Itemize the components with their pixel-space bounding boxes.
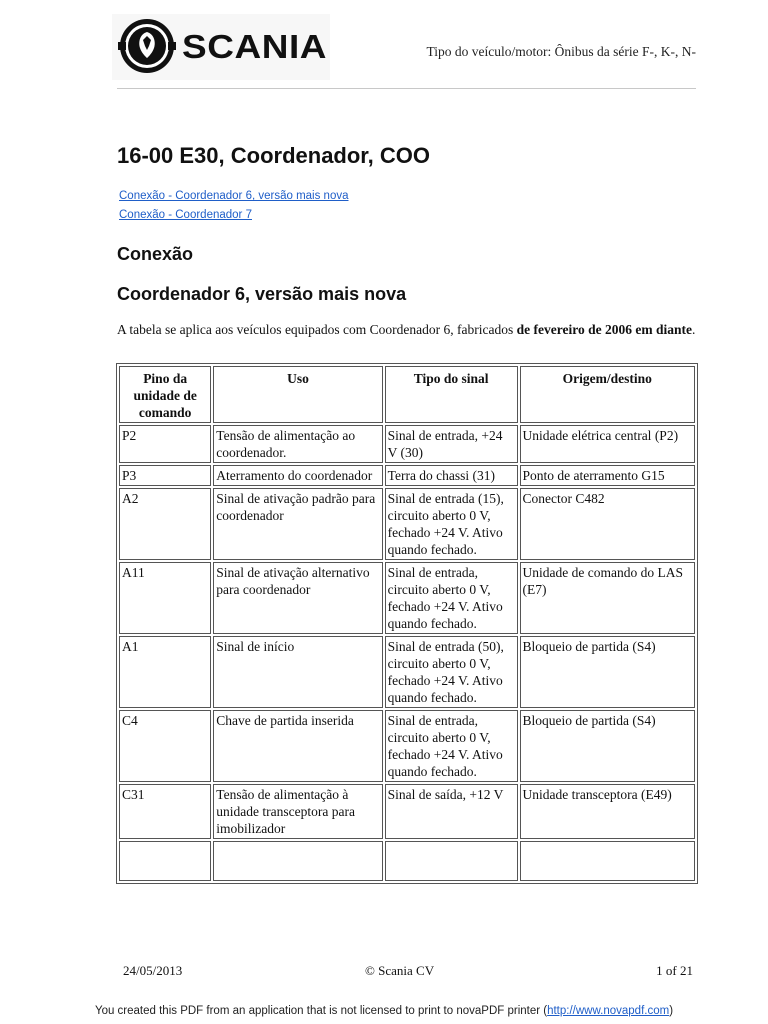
cell-use: Sinal de ativação alternativo para coordenador [213, 562, 382, 634]
intro-paragraph [117, 321, 697, 339]
brand-wordmark: SCANIA [182, 28, 328, 65]
table-row [119, 562, 695, 634]
toc-link-coordenador-7[interactable]: Conexão - Coordenador 7 [119, 209, 252, 221]
footer-copyright: © Scania CV [365, 963, 435, 978]
intro-bold: de fevereiro de 2006 em diante [516, 322, 692, 337]
table-header-row [119, 366, 695, 423]
cell-pin [119, 841, 211, 881]
cell-signal: Sinal de entrada, circuito aberto 0 V, fechado +24 V. Ativo quando fechado. [385, 710, 518, 782]
cell-origin: Unidade elétrica central (P2) [520, 425, 695, 463]
cell-pin: A11 [119, 562, 211, 634]
watermark-end: ) [669, 1005, 674, 1017]
cell-origin: Unidade de comando do LAS (E7) [520, 562, 695, 634]
cell-signal: Sinal de saída, +12 V [385, 784, 518, 839]
scania-logo [112, 14, 330, 80]
page-title: 16-00 E30, Coordenador, COO [117, 143, 430, 168]
intro-text: A tabela se aplica aos veículos equipados com Coordenador 6, fabricados [117, 322, 517, 337]
cell-pin: P2 [119, 425, 211, 463]
cell-use: Sinal de início [213, 636, 382, 708]
table-row [119, 488, 695, 560]
cell-origin: Conector C482 [520, 488, 695, 560]
cell-pin: A1 [119, 636, 211, 708]
intro-end: . [691, 322, 696, 337]
cell-use: Tensão de alimentação ao coordenador. [213, 425, 382, 463]
cell-signal: Sinal de entrada (15), circuito aberto 0 V, fechado +24 V. Ativo quando fechado. [385, 488, 518, 560]
cell-pin: A2 [119, 488, 211, 560]
vehicle-type: Tipo do veículo/motor: Ônibus da série F-, K-, N- [426, 44, 696, 59]
cell-signal: Sinal de entrada, circuito aberto 0 V, fechado +24 V. Ativo quando fechado. [385, 562, 518, 634]
header-pin: Pino da unidade de comando [119, 366, 211, 423]
watermark-text: You created this PDF from an application that is not licensed to print to novaPDF printer ( [94, 1005, 548, 1017]
table-row [119, 425, 695, 463]
cell-signal: Terra do chassi (31) [385, 465, 518, 486]
subsection-title: Coordenador 6, versão mais nova [117, 284, 407, 304]
griffin-emblem-icon [118, 16, 176, 76]
connection-table-container [116, 363, 698, 933]
footer-page-number: 1 of 21 [656, 963, 693, 978]
cell-origin: Ponto de aterramento G15 [520, 465, 695, 486]
cell-pin: C31 [119, 784, 211, 839]
footer-date: 24/05/2013 [123, 963, 183, 978]
table-row [119, 465, 695, 486]
header-signal-type: Tipo do sinal [385, 366, 518, 423]
cell-pin: C4 [119, 710, 211, 782]
table-row [119, 784, 695, 839]
connection-table [116, 363, 698, 884]
cell-use: Tensão de alimentação à unidade transceptora para imobilizador [213, 784, 382, 839]
cell-use [213, 841, 382, 881]
cell-origin: Bloqueio de partida (S4) [520, 710, 695, 782]
cell-signal: Sinal de entrada (50), circuito aberto 0 V, fechado +24 V. Ativo quando fechado. [385, 636, 518, 708]
table-row [119, 710, 695, 782]
toc-link-coordenador-6[interactable]: Conexão - Coordenador 6, versão mais nova [119, 190, 349, 202]
cell-origin [520, 841, 695, 881]
novapdf-link[interactable]: http://www.novapdf.com [547, 1005, 670, 1017]
cell-use: Chave de partida inserida [213, 710, 382, 782]
table-row [119, 636, 695, 708]
section-title: Conexão [117, 244, 194, 264]
table-row [119, 841, 695, 881]
cell-use: Aterramento do coordenador [213, 465, 382, 486]
cell-pin: P3 [119, 465, 211, 486]
cell-use: Sinal de ativação padrão para coordenador [213, 488, 382, 560]
cell-origin: Bloqueio de partida (S4) [520, 636, 695, 708]
cell-origin: Unidade transceptora (E49) [520, 784, 695, 839]
cell-signal: Sinal de entrada, +24 V (30) [385, 425, 518, 463]
header-use: Uso [213, 366, 382, 423]
header-divider [117, 88, 696, 89]
license-watermark [0, 1005, 768, 1017]
cell-signal [385, 841, 518, 881]
header-origin-destination: Origem/destino [520, 366, 695, 423]
